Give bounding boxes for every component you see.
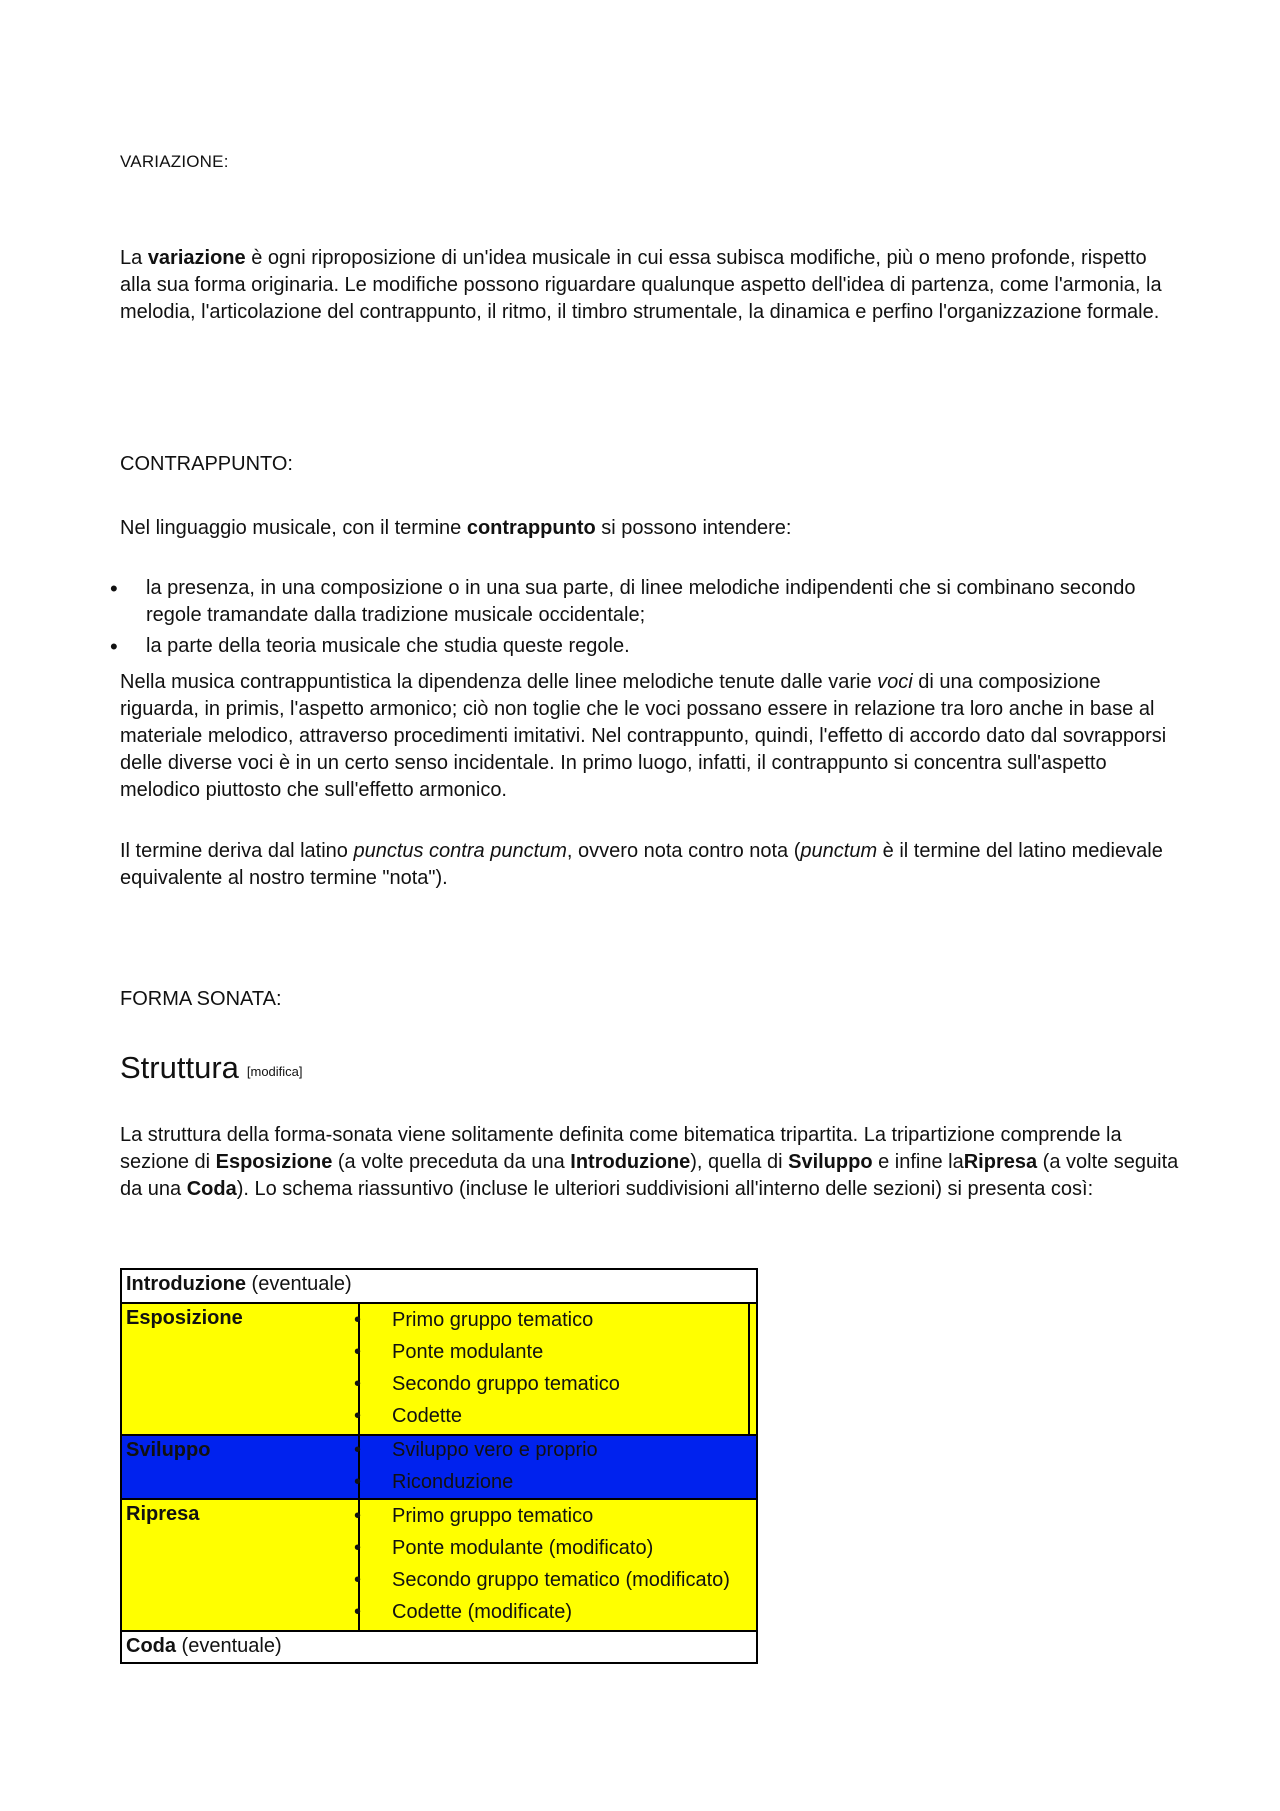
column-divider bbox=[748, 1304, 750, 1434]
text-run: La struttura della forma-sonata viene solitamente definita come bitematica tripartita. La tripartizione comprende la sezione di bbox=[120, 1124, 1122, 1173]
cell-sviluppo bbox=[126, 1439, 210, 1462]
text-run: ), quella di bbox=[690, 1151, 789, 1173]
section-title: Struttura bbox=[120, 1050, 239, 1085]
text-run: Nel linguaggio musicale, con il termine bbox=[120, 517, 467, 539]
label-esposizione: Esposizione bbox=[126, 1307, 243, 1329]
text-run: è ogni riproposizione di un'idea musicale in cui essa subisca modifiche, più o meno profonde, rispetto alla sua forma originaria. Le modifiche possono riguardare qualunque aspetto dell'idea di partenza, come l'armonia, la melodia, l'articolazione del contrappunto, il ritmo, il timbro strumentale, la dinamica e perfino l'organizzazione formale. bbox=[120, 247, 1162, 323]
bullet-icon: • bbox=[354, 1405, 362, 1427]
bullet-icon: • bbox=[354, 1309, 362, 1331]
term-esposizione: Esposizione bbox=[215, 1151, 333, 1173]
label-introduzione: Introduzione bbox=[126, 1273, 246, 1295]
table-row-ripresa bbox=[122, 1500, 756, 1630]
text-run: Il termine deriva dal latino bbox=[120, 840, 354, 862]
table-row-sviluppo bbox=[122, 1436, 756, 1498]
cell-esposizione bbox=[126, 1307, 243, 1330]
bullet-icon: • bbox=[354, 1471, 362, 1493]
bullet-icon: • bbox=[110, 634, 118, 659]
bullet-icon: • bbox=[110, 576, 118, 601]
table-row-introduzione bbox=[122, 1270, 756, 1302]
label-ripresa: Ripresa bbox=[126, 1503, 200, 1525]
forma-sonata-heading: FORMA SONATA: bbox=[120, 988, 282, 1010]
struttura-title bbox=[120, 1050, 303, 1086]
term-punctus: punctus contra punctum bbox=[353, 840, 567, 862]
list-item: Secondo gruppo tematico (modificato) bbox=[392, 1569, 730, 1591]
cell-introduzione bbox=[126, 1273, 352, 1296]
term-sviluppo: Sviluppo bbox=[788, 1151, 873, 1173]
text-run: si possono intendere: bbox=[595, 517, 792, 539]
text-run: di una composizione riguarda, in primis, l'aspetto armonico; ciò non toglie che le voci possano essere in relazione tra loro anche in base al materiale melodico, attraverso procedimenti imitativi. Nel contrappunto, quindi, l'effetto di accordo dato dal sovrapporsi delle diverse voci è in un certo senso incidentale. In primo luogo, infatti, il contrappunto si concentra sull'aspetto melodico piuttosto che sull'effetto armonico. bbox=[120, 671, 1167, 801]
bullet-icon: • bbox=[354, 1505, 362, 1527]
list-item: Codette bbox=[392, 1405, 463, 1427]
variazione-paragraph bbox=[120, 245, 1180, 326]
list-item: Primo gruppo tematico bbox=[392, 1309, 594, 1331]
contrappunto-heading: CONTRAPPUNTO: bbox=[120, 453, 293, 475]
contrappunto-intro bbox=[120, 515, 1180, 542]
term-punctum: punctum bbox=[800, 840, 878, 862]
bullet-icon: • bbox=[354, 1341, 362, 1363]
bullet-icon: • bbox=[354, 1439, 362, 1461]
note-eventuale: (eventuale) bbox=[176, 1635, 282, 1657]
term-introduzione: Introduzione bbox=[570, 1151, 691, 1173]
note-eventuale: (eventuale) bbox=[245, 1273, 352, 1295]
forma-sonata-table bbox=[120, 1268, 758, 1664]
list-item: Riconduzione bbox=[392, 1471, 514, 1493]
list-item-text: la presenza, in una composizione o in una sua parte, di linee melodiche indipendenti che si combinano secondo regole tramandate dalla tradizione musicale occidentale; bbox=[146, 577, 1136, 626]
bullet-icon: • bbox=[354, 1569, 362, 1591]
list-item: Primo gruppo tematico bbox=[392, 1505, 594, 1527]
list-item: Codette (modificate) bbox=[392, 1601, 573, 1623]
term-variazione: variazione bbox=[147, 247, 246, 269]
list-item bbox=[0, 575, 1280, 631]
term-voci: voci bbox=[877, 671, 913, 693]
text-run: e infine la bbox=[872, 1151, 964, 1173]
bullet-icon: • bbox=[354, 1601, 362, 1623]
list-item bbox=[0, 633, 1280, 661]
text-run: La bbox=[120, 247, 148, 269]
label-sviluppo: Sviluppo bbox=[126, 1439, 211, 1461]
term-ripresa: Ripresa bbox=[963, 1151, 1038, 1173]
text-run: è il termine del latino medievale equivalente al nostro termine "nota"). bbox=[120, 840, 1163, 889]
contrappunto-paragraph-2 bbox=[120, 669, 1180, 804]
bullet-icon: • bbox=[354, 1373, 362, 1395]
table-row-esposizione bbox=[122, 1304, 756, 1434]
list-item: Sviluppo vero e proprio bbox=[392, 1439, 598, 1461]
contrappunto-paragraph-3 bbox=[120, 838, 1180, 892]
text-run: , ovvero nota contro nota ( bbox=[566, 840, 801, 862]
list-item: Secondo gruppo tematico bbox=[392, 1373, 620, 1395]
table-row-coda bbox=[122, 1632, 756, 1662]
cell-ripresa bbox=[126, 1503, 199, 1526]
variazione-heading: VARIAZIONE: bbox=[120, 152, 229, 171]
label-coda: Coda bbox=[126, 1635, 176, 1657]
term-coda: Coda bbox=[186, 1178, 237, 1200]
text-run: Nella musica contrappuntistica la dipendenza delle linee melodiche tenute dalle varie bbox=[120, 671, 878, 693]
forma-sonata-paragraph bbox=[120, 1122, 1180, 1203]
text-run: (a volte preceduta da una bbox=[332, 1151, 571, 1173]
cell-coda bbox=[126, 1635, 282, 1658]
list-item: Ponte modulante bbox=[392, 1341, 544, 1363]
list-item: Ponte modulante (modificato) bbox=[392, 1537, 654, 1559]
list-item-text: la parte della teoria musicale che studia queste regole. bbox=[146, 635, 630, 657]
text-run: (a volte seguita da una bbox=[120, 1151, 1179, 1200]
bullet-icon: • bbox=[354, 1537, 362, 1559]
text-run: ). Lo schema riassuntivo (incluse le ulteriori suddivisioni all'interno delle sezioni) si presenta così: bbox=[236, 1178, 1094, 1200]
edit-link[interactable]: [modifica] bbox=[246, 1064, 303, 1079]
term-contrappunto: contrappunto bbox=[466, 517, 596, 539]
